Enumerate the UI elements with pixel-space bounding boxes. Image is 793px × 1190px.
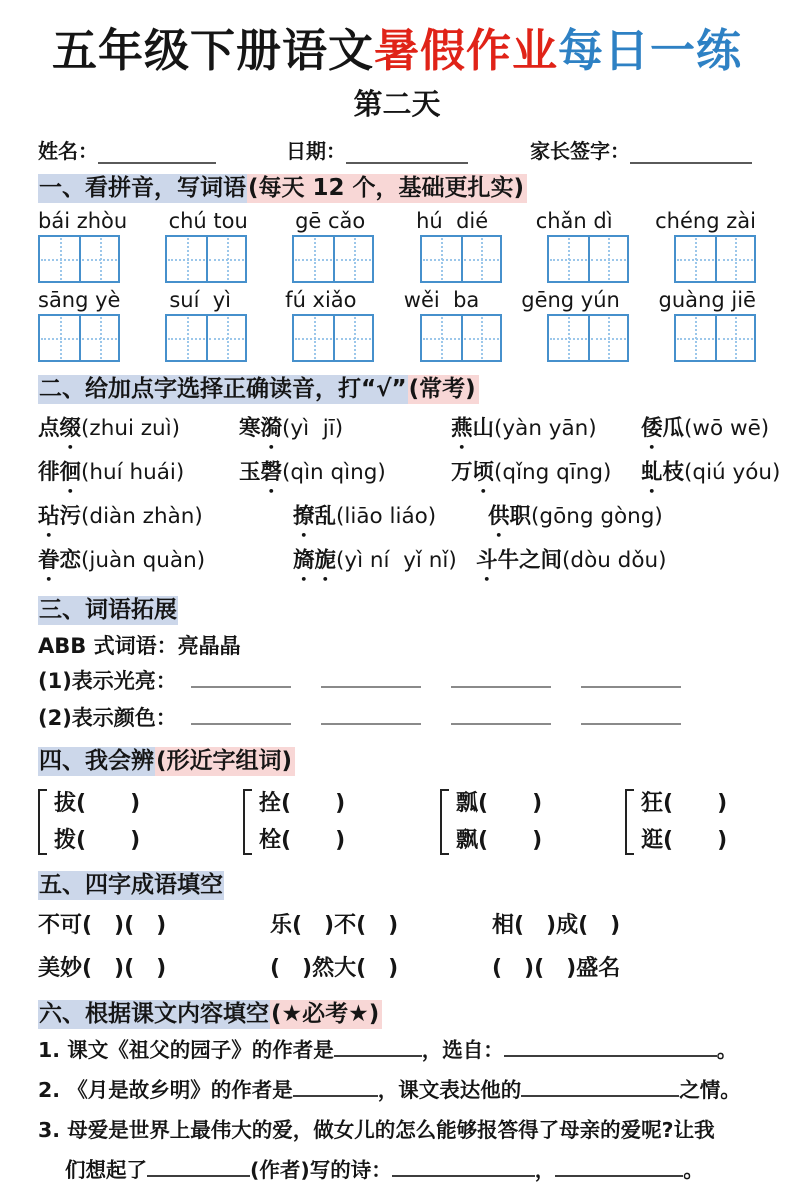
writing-grid [292, 235, 374, 283]
info-row [38, 135, 756, 164]
pronunciation-row-1 [38, 410, 770, 454]
writing-grid [674, 235, 756, 283]
section6-note: (★必考★) [270, 1000, 382, 1029]
answer-blank [191, 703, 291, 725]
section2-header [38, 374, 756, 405]
writing-grid [38, 235, 120, 283]
answer-blank [334, 1037, 422, 1057]
answer-blank [293, 1077, 378, 1097]
writing-grid [547, 235, 629, 283]
character-pair-group: 狂( ) 逛( ) [625, 785, 756, 859]
writing-grid [38, 314, 120, 362]
pinyin-word: guàng jiē [658, 288, 756, 312]
writing-grid [165, 235, 247, 283]
answer-blank [147, 1157, 250, 1177]
answer-blank [451, 666, 551, 688]
pinyin-word: wěi ba [403, 288, 480, 312]
writing-grid [547, 314, 629, 362]
section6-header [38, 999, 756, 1030]
s3-q1-label: (1)表示光亮： [38, 669, 177, 693]
idiom-item: ( )( )盛名 [492, 956, 621, 981]
pronunciation-item: 虬枝(qiú yóu) [641, 460, 781, 485]
pronunciation-row-4 [38, 542, 756, 586]
bracket-shape [440, 789, 449, 855]
s6-question-1: 1. 课文《祖父的园子》的作者是 ，选自： 。 [38, 1038, 738, 1062]
answer-blank [191, 666, 291, 688]
pinyin-word: gēng yún [521, 288, 620, 312]
section5-header [38, 870, 756, 901]
pronunciation-item: 点缀(zhui zuì) [38, 416, 181, 441]
pronunciation-item: 玉磬(qìn qìng) [239, 460, 386, 485]
writing-grid [165, 314, 247, 362]
pronunciation-item: 寒漪(yì jī) [239, 416, 344, 441]
character-pair-group: 拴( ) 栓( ) [243, 785, 440, 859]
section5-title: 五、四字成语填空 [39, 872, 223, 898]
idiom-item: 相( )成( ) [492, 913, 621, 938]
pinyin-word: chú tou [168, 209, 248, 233]
bracket-shape [243, 789, 252, 855]
s6-question-2: 2. 《月是故乡明》的作者是 ，课文表达他的 之情。 [38, 1078, 741, 1102]
writing-grid [420, 314, 502, 362]
idiom-item: 美妙( )( ) [38, 956, 167, 981]
answer-blank [321, 666, 421, 688]
s3-q2-label: (2)表示颜色： [38, 706, 177, 730]
pronunciation-item: 旖旎(yì ní yǐ nǐ) [293, 548, 457, 573]
section6-title: 六、根据课文内容填空 [39, 1001, 269, 1027]
pronunciation-item: 撩乱(liāo liáo) [293, 504, 437, 529]
writing-grid [674, 314, 756, 362]
name-blank [98, 142, 216, 164]
character-compare-row [38, 785, 756, 859]
idiom-row-2 [38, 947, 756, 990]
pinyin-word: hú dié [416, 209, 489, 233]
pronunciation-item: 供职(gōng gòng) [488, 504, 663, 529]
date-label: 日期： [286, 139, 346, 163]
idiom-item: ( )然大( ) [270, 956, 399, 981]
character-pair-group: 拔( ) 拨( ) [38, 785, 243, 859]
writing-grid-row-2 [38, 314, 756, 362]
pinyin-word: chéng zài [655, 209, 756, 233]
answer-blank [581, 666, 681, 688]
signature-blank [630, 142, 752, 164]
section4-title: 四、我会辨 [39, 748, 154, 774]
answer-blank [504, 1037, 717, 1057]
pinyin-word: sāng yè [38, 288, 121, 312]
pinyin-word: gē cǎo [295, 209, 366, 233]
character-pair-group: 瓢( ) 飘( ) [440, 785, 625, 859]
answer-blank [392, 1157, 535, 1177]
section4-note: (形近字组词) [155, 747, 295, 776]
section4-header [38, 746, 756, 777]
section1-header [38, 173, 756, 204]
s3-question-1 [38, 663, 756, 700]
section2-note: (常考) [408, 375, 479, 404]
pinyin-row-1 [38, 209, 756, 233]
title-part-red: 暑假作业 [373, 24, 558, 77]
pinyin-word: bái zhòu [38, 209, 128, 233]
answer-blank [521, 1077, 679, 1097]
section3-header [38, 595, 756, 626]
pronunciation-item: 徘徊(huí huái) [38, 460, 185, 485]
pronunciation-item: 倭瓜(wō wē) [641, 416, 770, 441]
pinyin-word: suí yì [169, 288, 232, 312]
bracket-shape [38, 789, 47, 855]
day-subtitle: 第二天 [353, 87, 441, 121]
writing-grid [420, 235, 502, 283]
pronunciation-item: 斗牛之间(dòu dǒu) [476, 548, 667, 573]
bracket-shape [625, 789, 634, 855]
writing-grid-row-1 [38, 235, 756, 283]
title-part-black: 五年级下册语文 [51, 24, 374, 77]
section1-note: (每天 12 个，基础更扎实) [247, 174, 527, 203]
idiom-item: 不可( )( ) [38, 913, 167, 938]
idiom-item: 乐( )不( ) [270, 913, 399, 938]
s3-question-2 [38, 700, 756, 737]
pronunciation-item: 玷污(diàn zhàn) [38, 504, 203, 529]
date-blank [346, 142, 468, 164]
pronunciation-row-2 [38, 454, 781, 498]
pronunciation-item: 万顷(qǐng qīng) [451, 460, 612, 485]
pinyin-word: fú xiǎo [285, 288, 357, 312]
s6-question-3-line-2: 们想起了 (作者)写的诗： ， 。 [65, 1158, 704, 1182]
title-part-blue: 每日一练 [558, 24, 743, 77]
abb-example-line: ABB 式词语：亮晶晶 [38, 634, 241, 658]
idiom-row-1 [38, 904, 756, 947]
signature-label: 家长签字： [530, 139, 630, 163]
name-label: 姓名： [38, 139, 98, 163]
pinyin-word: chǎn dì [535, 209, 613, 233]
answer-blank [581, 703, 681, 725]
page-title [38, 24, 756, 78]
writing-grid [292, 314, 374, 362]
section1-title: 一、看拼音，写词语 [39, 175, 246, 201]
pronunciation-item: 燕山(yàn yān) [451, 416, 597, 441]
section2-title: 二、给加点字选择正确读音，打“√” [39, 376, 407, 402]
pronunciation-row-3 [38, 498, 756, 542]
answer-blank [555, 1157, 683, 1177]
answer-blank [451, 703, 551, 725]
section3-title: 三、词语拓展 [39, 597, 177, 623]
pronunciation-item: 眷恋(juàn quàn) [38, 548, 206, 573]
answer-blank [321, 703, 421, 725]
pinyin-row-2 [38, 288, 756, 312]
s6-question-3-line-1: 3. 母爱是世界上最伟大的爱，做女儿的怎么能够报答得了母亲的爱呢?让我 [38, 1118, 715, 1142]
